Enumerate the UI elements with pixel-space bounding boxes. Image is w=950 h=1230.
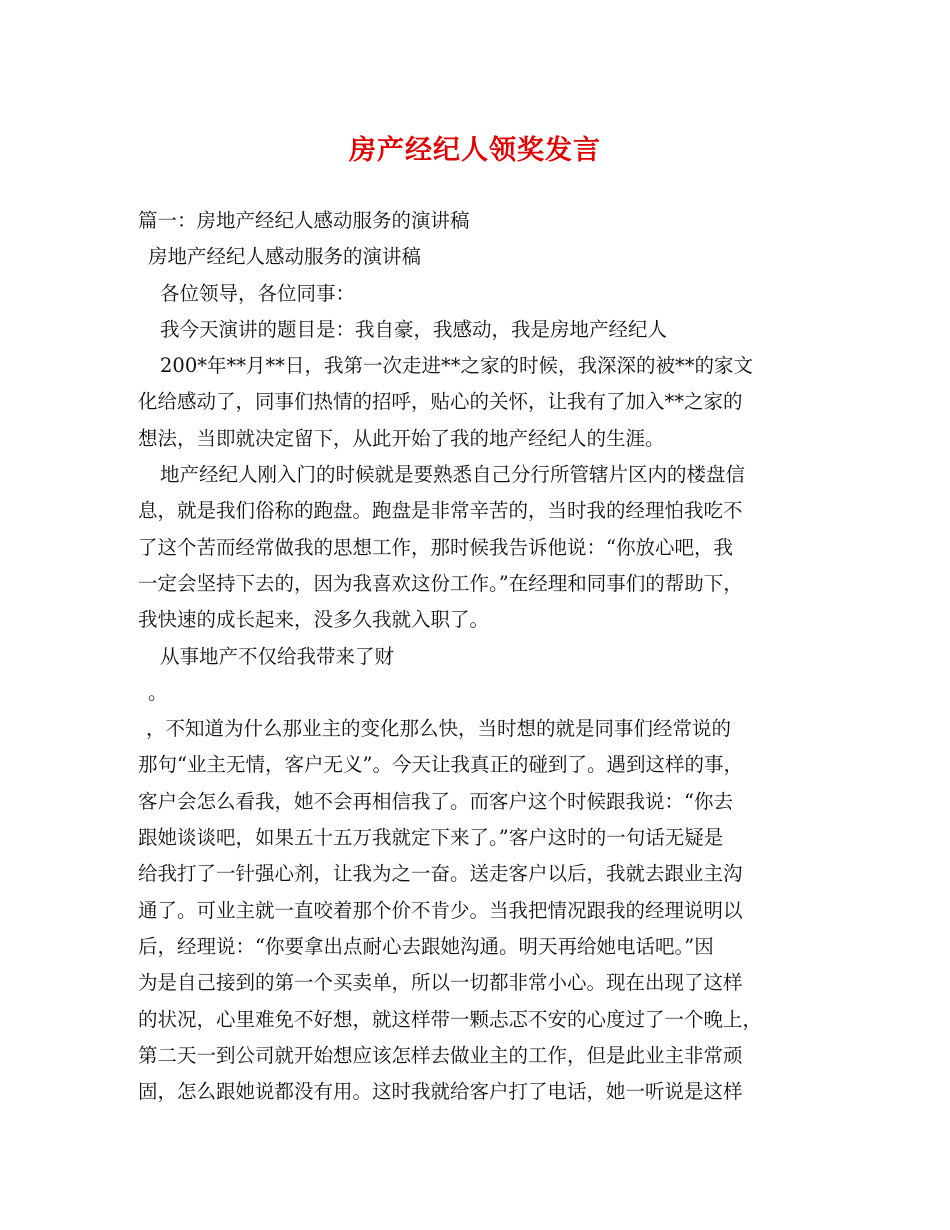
paragraph-line: 从事地产不仅给我带来了财: [160, 644, 395, 668]
paragraph-line: 息，就是我们俗称的跑盘。跑盘是非常辛苦的，当时我的经理怕我吃不: [138, 499, 743, 523]
paragraph-line: 200*年**月**日，我第一次走进**之家的时候，我深深的被**的家文: [160, 354, 753, 378]
document-body: [138, 203, 818, 1110]
paragraph-line: 后，经理说：“你要拿出点耐心去跟她沟通。明天再给她电话吧。”因: [138, 934, 714, 958]
heading-line: 篇一：房地产经纪人感动服务的演讲稿: [138, 209, 470, 232]
paragraph-line: 那句“业主无情，客户无义”。今天让我真正的碰到了。遇到这样的事，: [138, 753, 743, 777]
paragraph-line: 给我打了一针强心剂，让我为之一奋。送走客户以后，我就去跟业主沟: [138, 862, 743, 886]
paragraph-line: 的状况，心里难免不好想，就这样带一颗忐忑不安的心度过了一个晚上，: [138, 1007, 763, 1031]
paragraph-line: 客户会怎么看我，她不会再相信我了。而客户这个时候跟我说：“你去: [138, 789, 733, 813]
paragraph-line: 第二天一到公司就开始想应该怎样去做业主的工作，但是此业主非常顽: [138, 1043, 743, 1067]
paragraph-line: 我今天演讲的题目是：我自豪，我感动，我是房地产经纪人: [160, 317, 668, 341]
paragraph-line: 地产经纪人刚入门的时候就是要熟悉自己分行所管辖片区内的楼盘信: [160, 463, 746, 487]
paragraph-line: 通了。可业主就一直咬着那个价不肯少。当我把情况跟我的经理说明以: [138, 898, 743, 922]
paragraph-line: 一定会坚持下去的，因为我喜欢这份工作。”在经理和同事们的帮助下，: [138, 571, 743, 595]
subheading-line: 房地产经纪人感动服务的演讲稿: [148, 245, 422, 269]
paragraph-line: 固，怎么跟她说都没有用。这时我就给客户打了电话，她一听说是这样: [138, 1080, 743, 1104]
paragraph-line: 为是自己接到的第一个买卖单，所以一切都非常小心。现在出现了这样: [138, 971, 743, 995]
paragraph-line: 跟她谈谈吧，如果五十五万我就定下来了。”客户这时的一句话无疑是: [138, 826, 724, 850]
paragraph-line: ，不知道为什么那业主的变化那么快，当时想的就是同事们经常说的: [146, 717, 732, 741]
paragraph-line: 化给感动了，同事们热情的招呼，贴心的关怀，让我有了加入**之家的: [138, 390, 743, 414]
paragraph-line: 了这个苦而经常做我的思想工作，那时候我告诉他说：“你放心吧，我: [138, 535, 733, 559]
paragraph-line: 。: [148, 680, 168, 704]
paragraph-line: 我快速的成长起来，没多久我就入职了。: [138, 608, 490, 632]
document-title: 房产经纪人领奖发言: [349, 135, 601, 166]
greeting-line: 各位领导，各位同事：: [160, 281, 356, 305]
paragraph-line: 想法，当即就决定留下，从此开始了我的地产经纪人的生涯。: [138, 426, 665, 450]
